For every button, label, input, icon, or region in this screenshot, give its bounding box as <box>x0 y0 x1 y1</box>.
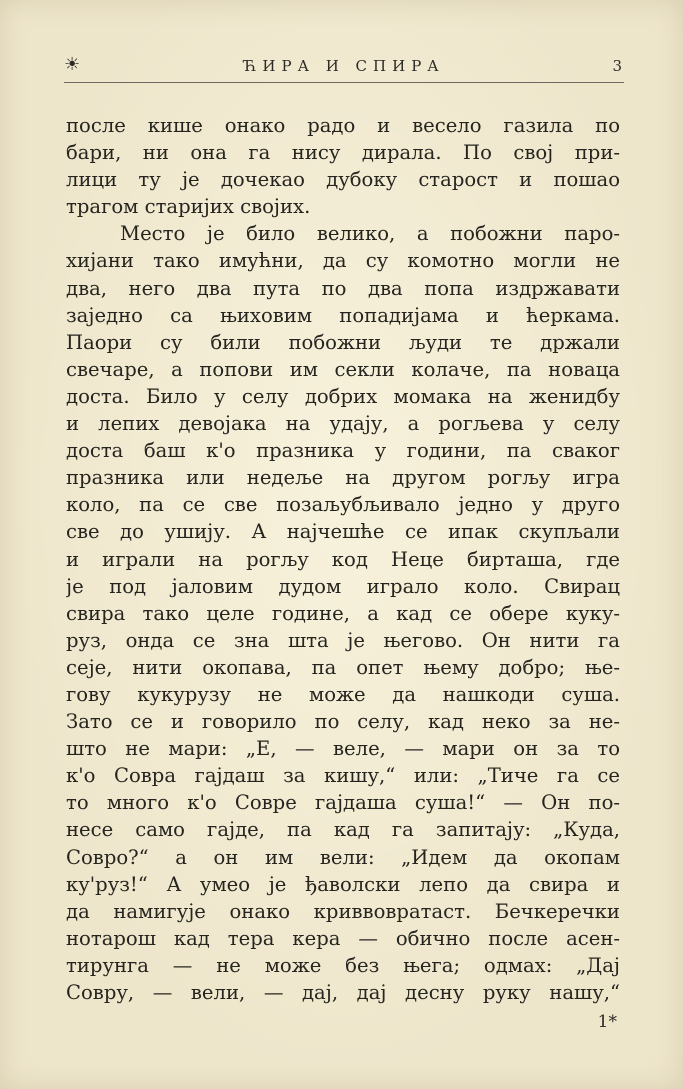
text-line: ку'руз!“ А умео је ђаволски лепо да свира и <box>66 872 620 896</box>
text-line: Совро?“ а он им вели: „Идем да окопам <box>66 845 620 869</box>
text-line: трагом старијих својих. <box>66 195 311 219</box>
header-rule <box>64 82 624 83</box>
text-line: заједно са њиховим попадијама и ћеркама. <box>66 303 620 327</box>
text-line: гову кукурузу не може да нашкоди суша. <box>66 682 620 706</box>
text-line: лици ту је дочекао дубоку старост и пошао <box>66 168 620 192</box>
sun-ornament-icon: ☀ <box>64 54 81 75</box>
text-line: бари, ни она га нису дирала. По свој при- <box>66 141 620 165</box>
text-line: да намигује онако криввовратаст. Бечкеречки <box>66 899 620 923</box>
text-line: после кише онако радо и весело газила по <box>66 114 620 137</box>
text-line: свира тако целе године, а кад се обере куку- <box>66 601 620 625</box>
text-line: хијани тако имућни, да су комотно могли не <box>66 249 620 273</box>
page-number: 3 <box>612 57 622 75</box>
text-line: свечаре, а попови им секли колаче, па новаца <box>66 357 620 381</box>
page-header <box>64 54 624 80</box>
text-line: доста баш к'о празника у години, па сваког <box>66 439 620 463</box>
text-line: к'о Совра гајдаш за кишу,“ или: „Тиче га се <box>66 764 620 788</box>
text-line: два, него два пута по два попа издржавати <box>66 276 620 300</box>
text-line: то много к'о Совре гајдаша суша!“ — Он по- <box>66 791 620 815</box>
text-line: несе само гајде, па кад га запитају: „Куда, <box>66 818 620 842</box>
signature-mark: 1* <box>597 1012 617 1032</box>
body-text <box>66 112 620 1006</box>
text-line: тирунга — не може без њега; одмах: „Дај <box>66 953 620 977</box>
text-line: нотарош кад тера кера — обично после асен- <box>66 926 620 950</box>
text-line: и лепих девојака на удају, а рогљева у селу <box>66 412 620 436</box>
text-line: Место је било велико, а побожни паро- <box>120 222 620 246</box>
text-line: и играли на рогљу код Неце бирташа, где <box>66 547 620 571</box>
running-title: ЋИРА И СПИРА <box>243 57 445 75</box>
text-line: руз, онда се зна шта је његово. Он нити га <box>66 628 620 652</box>
text-line: доста. Било у селу добрих момака на женидбу <box>66 384 620 408</box>
text-line: је под јаловим дудом играло коло. Свирац <box>66 574 620 598</box>
text-line: коло, па се све позаљубљивало једно у друго <box>66 493 620 517</box>
text-line: сеје, нити окопава, па опет њему добро; ње- <box>66 655 620 679</box>
text-line: Паори су били побожни људи те држали <box>66 330 620 354</box>
text-line: што не мари: „Е, — веле, — мари он за то <box>66 737 620 761</box>
text-line: све до ушију. А најчешће се ипак скупљали <box>66 520 620 544</box>
text-line: Зато се и говорило по селу, кад неко за не- <box>66 710 620 734</box>
text-line: Совру, — вели, — дај, дај десну руку нашу,“ <box>66 981 620 1004</box>
text-line: празника или недеље на другом рогљу игра <box>66 466 620 490</box>
